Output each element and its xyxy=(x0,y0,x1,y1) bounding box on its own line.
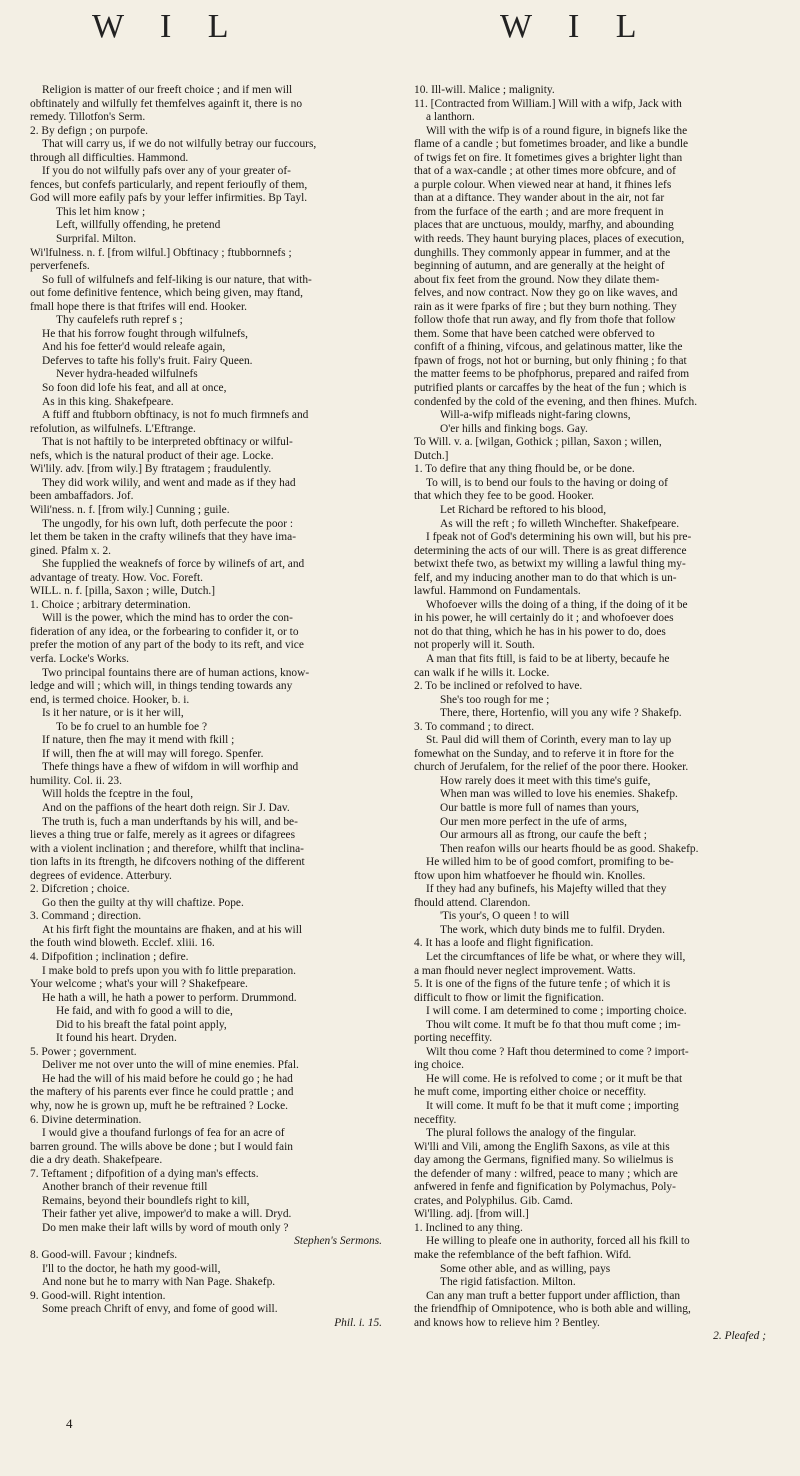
text-line: St. Paul did will them of Corinth, every man to lay up xyxy=(426,734,672,747)
text-line: The work, which duty binds me to fulfil. Dryden. xyxy=(440,923,665,936)
text-line: God will more eafily pafs by your leffer infirmities. Bp Tayl. xyxy=(30,192,308,205)
text-line: fpawn of frogs, not hot or burning, but only fhining ; fo that xyxy=(414,354,687,367)
text-line: I will come. I am determined to come ; importing choice. xyxy=(426,1005,687,1018)
text-line: Let Richard be reftored to his blood, xyxy=(440,503,607,516)
text-line: Deliver me not over unto the will of mine enemies. Pfal. xyxy=(42,1059,299,1072)
text-line: 7. Teftament ; difpofition of a dying man's effects. xyxy=(30,1167,259,1180)
text-line: 5. Power ; government. xyxy=(30,1045,137,1058)
right-column xyxy=(414,84,770,1454)
text-line: There, there, Hortenfio, will you any wife ? Shakefp. xyxy=(440,707,682,720)
text-line: 1. Choice ; arbitrary determination. xyxy=(30,598,191,611)
text-line: obftinately and wilfully fet themfelves againft it, there is no xyxy=(30,97,303,110)
text-line: 2. By defign ; on purpofe. xyxy=(30,124,148,137)
text-line: That is not haftily to be interpreted obftinacy or wilful- xyxy=(42,436,293,449)
text-line: end, is termed choice. Hooker, b. i. xyxy=(30,693,190,706)
text-line: of twigs fet on fire. It fometimes gives a brighter light than xyxy=(414,151,683,164)
text-line: 'Tis your's, O queen ! to will xyxy=(440,910,570,923)
text-line: It will come. It muft fo be that it muft come ; importing xyxy=(426,1100,679,1113)
text-line: tion lafts in its ftrength, he difcovers nothing of the different xyxy=(30,856,305,869)
text-line: When man was willed to love his enemies. Shakefp. xyxy=(440,788,678,801)
text-line: He hath a will, he hath a power to perform. Drummond. xyxy=(42,991,297,1004)
text-line: not do that thing, which he has in his power to do, does xyxy=(414,625,666,638)
text-line: Remains, beyond their boundlefs right to kill, xyxy=(42,1194,250,1207)
text-line: betwixt thefe two, as betwixt my willing a lawful thing my- xyxy=(414,558,686,571)
text-line: fences, but confefs particularly, and repent ferioufly of them, xyxy=(30,178,308,191)
text-line: Is it her nature, or is it her will, xyxy=(42,707,184,720)
text-line: refolution, as wilfulnefs. L'Eftrange. xyxy=(30,422,196,435)
text-line: Their father yet alive, impower'd to make a will. Dryd. xyxy=(42,1208,292,1221)
text-line: He willed him to be of good comfort, promifing to be- xyxy=(426,856,674,869)
text-line: neceffity. xyxy=(414,1113,457,1126)
text-line: To be fo cruel to an humble foe ? xyxy=(56,720,208,733)
text-line: prefer the motion of any part of the body to its reft, and vice xyxy=(30,639,304,652)
text-line: lieves a thing true or falfe, merely as it agrees or difagrees xyxy=(30,829,296,842)
text-line: If you do not wilfully pafs over any of your greater of- xyxy=(42,165,291,178)
text-line: Dutch.] xyxy=(414,449,449,462)
text-line: perverfenefs. xyxy=(30,260,90,273)
text-line: Religion is matter of our freeft choice ; and if men will xyxy=(42,84,293,96)
text-line: So foon did lofe his feat, and all at once, xyxy=(42,382,227,395)
text-line: Go then the guilty at thy will chaftize. Pope. xyxy=(42,896,244,909)
text-line: Will is the power, which the mind has to order the con- xyxy=(42,612,293,625)
text-line: 3. To command ; to direct. xyxy=(414,720,535,733)
signature-mark: 4 xyxy=(66,1416,73,1431)
text-line: through all difficulties. Hammond. xyxy=(30,151,189,164)
text-line: Stephen's Sermons. xyxy=(294,1235,382,1248)
text-line: a purple colour. When viewed near at hand, it fhines lefs xyxy=(414,178,672,191)
text-line: with reeds. They haunt burying places, places of execution, xyxy=(414,233,685,246)
text-line: Wi'lling. adj. [from will.] xyxy=(414,1208,529,1221)
text-line: O'er hills and finking bogs. Gay. xyxy=(440,422,588,435)
text-line: He willing to pleafe one in authority, forced all his fkill to xyxy=(426,1235,690,1248)
text-line: It found his heart. Dryden. xyxy=(56,1032,177,1045)
text-line: the maftery of his parents ever fince he could prattle ; and xyxy=(30,1086,294,1099)
text-line: Some other able, and as willing, pays xyxy=(440,1262,611,1275)
text-line: If will, then fhe at will may will forego. Spenfer. xyxy=(42,747,264,760)
text-line: and knows how to relieve him ? Bentley. xyxy=(414,1316,600,1329)
text-line: The truth is, fuch a man underftands by his will, and be- xyxy=(42,815,298,828)
text-line: 1. Inclined to any thing. xyxy=(414,1221,523,1234)
text-line: So full of wilfulnefs and felf-liking is our nature, that with- xyxy=(42,273,312,286)
text-line: he muft come, importing either choice or neceffity. xyxy=(414,1086,647,1099)
text-line: 5. It is one of the figns of the future tenfe ; of which it is xyxy=(414,978,671,991)
text-line: barren ground. The wills above be done ; but I would fain xyxy=(30,1140,293,1153)
text-line: Wili'ness. n. f. [from wily.] Cunning ; guile. xyxy=(30,503,230,516)
text-line: 2. To be inclined or refolved to have. xyxy=(414,680,583,693)
text-line: Two principal fountains there are of human actions, know- xyxy=(42,666,310,679)
text-line: not properly will it. South. xyxy=(414,639,535,652)
text-line: He that his forrow fought through wilfulnefs, xyxy=(42,327,248,340)
text-line: the matter feems to be phofphorus, prepared and raifed from xyxy=(414,368,690,381)
text-line: than at a diftance. They wander about in the air, not far xyxy=(414,192,665,205)
text-line: porting neceffity. xyxy=(414,1032,493,1045)
text-line: Will holds the fceptre in the foul, xyxy=(42,788,194,801)
text-line: I make bold to prefs upon you with fo little preparation. xyxy=(42,964,297,977)
text-line: anfwered in fenfe and fignification by Polymachus, Poly- xyxy=(414,1181,676,1194)
text-line: 2. Pleafed ; xyxy=(713,1330,766,1343)
text-line: the fouth wind bloweth. Ecclef. xliii. 16. xyxy=(30,937,215,950)
text-line: been ambaffadors. Jof. xyxy=(30,490,134,503)
text-line: He had the will of his maid before he could go ; he had xyxy=(42,1072,293,1085)
running-head-right: W I L xyxy=(500,8,651,45)
text-line: The rigid fatisfaction. Milton. xyxy=(440,1276,576,1289)
text-line: fmall hope there is that ftrifes will end. Hooker. xyxy=(30,300,247,313)
text-line: why, now he is grown up, muft he be reftrained ? Locke. xyxy=(30,1100,289,1113)
text-line: lawful. Hammond on Fundamentals. xyxy=(414,585,581,598)
text-line: He faid, and with fo good a will to die, xyxy=(56,1005,233,1018)
text-line: And his foe fetter'd would releafe again, xyxy=(42,341,226,354)
text-line: Can any man truft a better fupport under affliction, than xyxy=(426,1289,681,1302)
text-line: rain as it were fparks of fire ; but they burn nothing. They xyxy=(414,300,677,313)
text-line: ftow upon him whatfoever he fhould win. Knolles. xyxy=(414,869,646,882)
text-line: I would give a thoufand furlongs of fea for an acre of xyxy=(42,1127,285,1140)
text-line: degrees of evidence. Atterbury. xyxy=(30,869,172,882)
text-line: ledge and will ; which will, in things tending towards any xyxy=(30,680,293,693)
text-line: ing choice. xyxy=(414,1059,464,1072)
text-line: them. Some that have been catched were obferved to xyxy=(414,327,655,340)
text-line: 8. Good-will. Favour ; kindnefs. xyxy=(30,1249,178,1262)
left-column xyxy=(30,84,386,1454)
text-line: fhould attend. Clarendon. xyxy=(414,896,531,909)
text-line: Your welcome ; what's your will ? Shakefpeare. xyxy=(30,978,248,991)
text-line: To Will. v. a. [wilgan, Gothick ; pillan, Saxon ; willen, xyxy=(414,436,662,449)
text-line: make the refemblance of the beft fafhion. Wifd. xyxy=(414,1249,632,1262)
text-line: Our men more perfect in the ufe of arms, xyxy=(440,815,627,828)
text-line: Surprifal. Milton. xyxy=(56,233,137,246)
text-line: She fupplied the weaknefs of force by wilinefs of art, and xyxy=(42,558,305,571)
text-line: can walk if he wills it. Locke. xyxy=(414,666,550,679)
text-line: To will, is to bend our fouls to the having or doing of xyxy=(426,476,668,489)
text-line: Our battle is more full of names than yours, xyxy=(440,801,639,814)
text-line: from the furface of the earth ; and are more frequent in xyxy=(414,205,664,218)
text-line: with a violent inclination ; and therefore, whilft that inclina- xyxy=(30,842,304,855)
text-line: If they had any bufinefs, his Majefty willed that they xyxy=(426,883,667,896)
text-line: fomewhat on the Sunday, and to referve it in ftore for the xyxy=(414,747,674,760)
text-line: confift of a fhining, vifcous, and gelatinous matter, like the xyxy=(414,341,683,354)
text-line: fideration of any idea, or the forbearing to confider it, or to xyxy=(30,625,299,638)
text-line: She's too rough for me ; xyxy=(440,693,550,706)
text-line: putrified plants or carcaffes by the heat of the fun ; which is xyxy=(414,382,687,395)
text-line: Thefe things have a fhew of wifdom in will worfhip and xyxy=(42,761,299,774)
text-line: condenfed by the cold of the evening, and then fhines. Mufch. xyxy=(414,395,698,408)
text-line: 11. [Contracted from William.] Will with a wifp, Jack with xyxy=(414,97,682,110)
text-line: church of Jerufalem, for the relief of the poor there. Hooker. xyxy=(414,761,689,774)
text-line: out fome definitive fentence, which being given, may ftand, xyxy=(30,287,303,300)
text-line: humility. Col. ii. 23. xyxy=(30,774,122,787)
text-line: flame of a candle ; but fometimes broader, and like a bundle xyxy=(414,138,689,151)
text-line: WILL. n. f. [pilla, Saxon ; wille, Dutch.] xyxy=(30,585,216,598)
text-line: Some preach Chrift of envy, and fome of good will. xyxy=(42,1303,278,1316)
text-line: 9. Good-will. Right intention. xyxy=(30,1289,166,1302)
text-line: the defender of many : wilfred, peace to many ; which are xyxy=(414,1167,678,1180)
text-line: Do men make their laft wills by word of mouth only ? xyxy=(42,1221,289,1234)
text-line: Whofoever wills the doing of a thing, if the doing of it be xyxy=(426,598,688,611)
text-line: And on the paffions of the heart doth reign. Sir J. Dav. xyxy=(42,801,290,814)
text-line: 10. Ill-will. Malice ; malignity. xyxy=(414,84,555,96)
text-line: in his power, he will certainly do it ; and whofoever does xyxy=(414,612,674,625)
text-line: that which they fee to be good. Hooker. xyxy=(414,490,594,503)
text-line: felf, and my inducing another man to do that which is un- xyxy=(414,571,677,584)
text-line: determining the acts of our will. There is as great difference xyxy=(414,544,687,557)
text-line: dunghills. They commonly appear in fummer, and at the xyxy=(414,246,671,259)
text-line: Thy caufelefs ruth repref s ; xyxy=(56,314,183,327)
text-line: Wi'lily. adv. [from wily.] By ftratagem ; fraudulently. xyxy=(30,463,272,476)
text-line: a man fhould never neglect improvement. Watts. xyxy=(414,964,636,977)
text-line: This let him know ; xyxy=(56,205,146,218)
text-line: If nature, then fhe may it mend with fkill ; xyxy=(42,734,235,747)
text-line: 4. It has a loofe and flight fignification. xyxy=(414,937,594,950)
text-line: day among the Germans, fignified many. So wilielmus is xyxy=(414,1154,674,1167)
text-line: follow thofe that run away, and fly from thofe that follow xyxy=(414,314,676,327)
text-line: verfa. Locke's Works. xyxy=(30,652,129,665)
text-line: Let the circumftances of life be what, or where they will, xyxy=(426,951,686,963)
text-line: difficult to fhow or limit the fignification. xyxy=(414,991,604,1004)
text-line: beginning of autumn, and are generally at the height of xyxy=(414,260,665,273)
text-line: the friendfhip of Omnipotence, who is both able and willing, xyxy=(414,1303,691,1316)
text-line: Will-a-wifp mifleads night-faring clowns, xyxy=(440,409,631,422)
text-line: And none but he to marry with Nan Page. Shakefp. xyxy=(42,1276,276,1289)
text-line: A man that fits ftill, is faid to be at liberty, becaufe he xyxy=(426,652,670,665)
text-line: Did to his breaft the fatal point apply, xyxy=(56,1018,227,1031)
text-line: advantage of treaty. How. Voc. Foreft. xyxy=(30,571,204,584)
text-line: that of a wax-candle ; at other times more obfcure, and of xyxy=(414,165,676,178)
text-line: Deferves to tafte his folly's fruit. Fairy Queen. xyxy=(42,354,253,367)
text-line: Wi'lli and Vili, among the Englifh Saxons, as vile at this xyxy=(414,1140,670,1153)
text-line: remedy. Tillotfon's Serm. xyxy=(30,111,146,124)
text-line: Thou wilt come. It muft be fo that thou muft come ; im- xyxy=(426,1018,681,1031)
text-line: Wi'lfulness. n. f. [from wilful.] Obftinacy ; ftubbornnefs ; xyxy=(30,246,292,259)
text-line: gined. Pfalm x. 2. xyxy=(30,544,111,557)
text-line: 1. To defire that any thing fhould be, or be done. xyxy=(414,463,635,476)
text-line: Never hydra-headed wilfulnefs xyxy=(56,368,198,381)
text-line: I fpeak not of God's determining his own will, but his pre- xyxy=(426,531,692,544)
text-line: A ftiff and ftubborn obftinacy, is not fo much firmnefs and xyxy=(42,409,309,422)
text-line: felves, and now contract. Now they go on like waves, and xyxy=(414,287,678,300)
text-line: places that are unctuous, mouldy, marfhy, and abounding xyxy=(414,219,674,232)
text-line: 2. Difcretion ; choice. xyxy=(30,883,130,896)
text-line: about fix feet from the ground. Now they dilate them- xyxy=(414,273,660,286)
text-line: Another branch of their revenue ftill xyxy=(42,1181,208,1194)
text-line: Phil. i. 15. xyxy=(334,1316,382,1329)
text-line: He will come. He is refolved to come ; or it muft be that xyxy=(426,1072,683,1085)
text-line: That will carry us, if we do not wilfully betray our fuccours, xyxy=(42,138,317,151)
text-line: As will the reft ; fo willeth Winchefter. Shakefpeare. xyxy=(440,517,680,530)
text-line: Then reafon wills our hearts fhould be as good. Shakefp. xyxy=(440,842,699,855)
text-line: die a dry death. Shakefpeare. xyxy=(30,1154,163,1167)
text-line: let them be taken in the crafty wilinefs that they have ima- xyxy=(30,531,297,544)
text-line: The ungodly, for his own luft, doth perfecute the poor : xyxy=(42,517,294,530)
text-line: They did work wilily, and went and made as if they had xyxy=(42,476,296,489)
text-line: Our armours all as ftrong, our caufe the beft ; xyxy=(440,829,647,842)
text-line: 3. Command ; direction. xyxy=(30,910,142,923)
text-line: nefs, which is the natural product of their age. Locke. xyxy=(30,449,274,462)
text-line: I'll to the doctor, he hath my good-will, xyxy=(42,1262,221,1275)
text-line: 6. Divine determination. xyxy=(30,1113,142,1126)
text-line: As in this king. Shakefpeare. xyxy=(42,395,174,408)
text-line: The plural follows the analogy of the fingular. xyxy=(426,1127,637,1140)
text-line: Will with the wifp is of a round figure, in bignefs like the xyxy=(426,124,688,137)
text-line: 4. Difpofition ; inclination ; defire. xyxy=(30,951,189,963)
text-line: a lanthorn. xyxy=(426,111,475,124)
text-line: crates, and Polyphilus. Gib. Camd. xyxy=(414,1194,573,1207)
text-line: Wilt thou come ? Haft thou determined to come ? import- xyxy=(426,1045,689,1058)
text-line: How rarely does it meet with this time's guife, xyxy=(440,774,651,787)
text-line: Left, willfully offending, he pretend xyxy=(56,219,221,232)
running-head-left: W I L xyxy=(92,8,243,45)
text-line: At his firft fight the mountains are fhaken, and at his will xyxy=(42,923,303,936)
